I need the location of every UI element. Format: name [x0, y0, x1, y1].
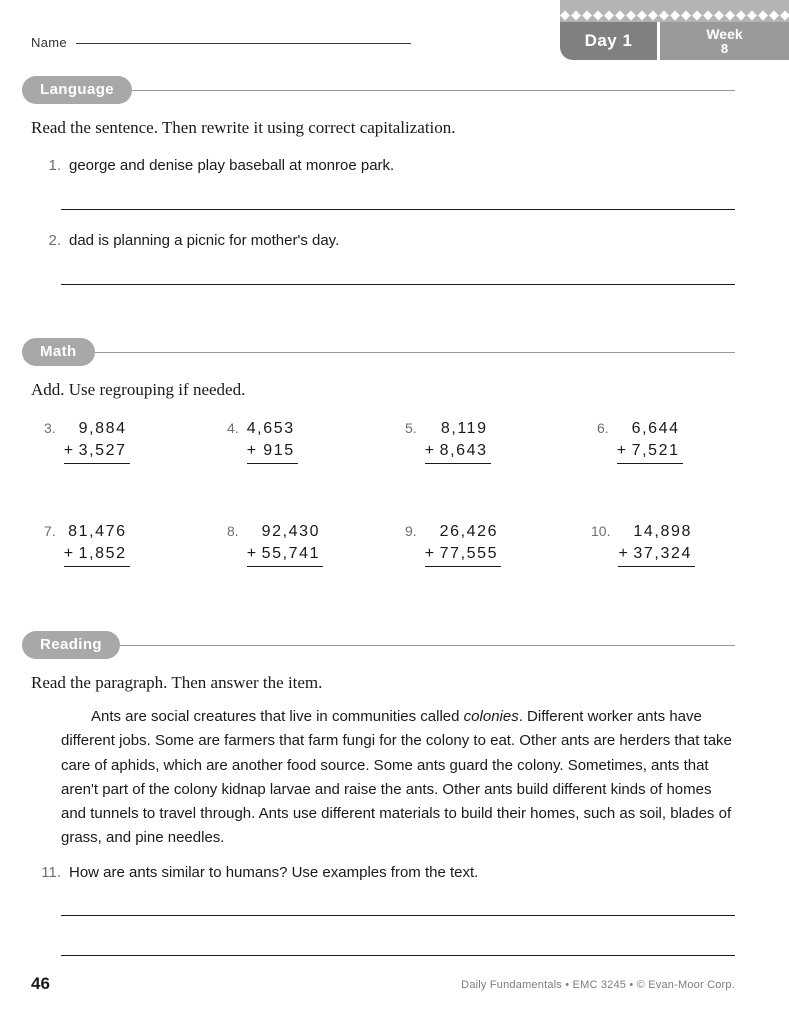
- math-bottom-row: [617, 440, 683, 464]
- reading-instruction: Read the paragraph. Then answer the item.: [31, 673, 323, 692]
- week-block: [660, 22, 789, 60]
- day-week-tab: [560, 0, 789, 64]
- section-rule-language: [132, 90, 735, 91]
- math-problem-6: [597, 418, 683, 464]
- section-rule-reading: [120, 645, 735, 646]
- tab-top-fill: [560, 0, 789, 9]
- item-number: 2.: [48, 232, 61, 249]
- math-bottom-addend: 37,324: [633, 545, 692, 563]
- section-rule-math: [95, 352, 735, 353]
- week-label: Week: [706, 26, 743, 42]
- math-number: 9.: [405, 523, 417, 539]
- math-top-addend: 92,430: [261, 523, 321, 540]
- section-title-math: Math: [22, 338, 95, 366]
- item-number: 11.: [41, 864, 61, 881]
- math-bottom-addend: 55,741: [261, 545, 321, 563]
- math-stack: [247, 521, 324, 567]
- name-label: Name: [31, 35, 67, 50]
- math-problem-5: [405, 418, 491, 464]
- math-bottom-row: [64, 440, 130, 464]
- math-top-addend: 9,884: [78, 420, 127, 437]
- math-stack: [247, 418, 298, 464]
- page-number: 46: [31, 974, 50, 993]
- reading-answer-line-2[interactable]: [61, 955, 735, 956]
- math-bottom-row: [247, 440, 298, 464]
- math-stack: [64, 418, 130, 464]
- paragraph-part-1: Ants are social creatures that live in communities called: [91, 708, 464, 725]
- item-number: 1.: [48, 157, 61, 174]
- section-header-language: [22, 76, 735, 104]
- math-operator: +: [618, 545, 630, 563]
- math-operator: +: [63, 545, 75, 563]
- language-instruction: Read the sentence. Then rewrite it using correct capitalization.: [31, 118, 456, 137]
- section-title-language: Language: [22, 76, 132, 104]
- math-bottom-addend: 915: [263, 442, 295, 460]
- day-label: Day 1: [560, 22, 657, 60]
- reading-answer-line-1[interactable]: [61, 915, 735, 916]
- math-bottom-addend: 8,643: [439, 442, 488, 460]
- math-stack: [425, 418, 491, 464]
- math-stack: [64, 521, 130, 567]
- name-field-row[interactable]: [31, 35, 411, 50]
- math-number: 7.: [44, 523, 56, 539]
- math-top-addend: 81,476: [68, 523, 127, 540]
- math-top-addend: 6,644: [631, 420, 680, 437]
- day-week-labels: [560, 22, 789, 60]
- math-problem-9: [405, 521, 501, 567]
- math-problem-4: [227, 418, 298, 464]
- math-stack: [618, 521, 695, 567]
- math-top-addend: 4,653: [246, 420, 295, 437]
- math-bottom-addend: 3,527: [78, 442, 127, 460]
- math-stack: [425, 521, 502, 567]
- name-input-line[interactable]: [76, 43, 411, 44]
- item-text: How are ants similar to humans? Use examples from the text.: [69, 864, 479, 881]
- math-operator: +: [424, 442, 436, 460]
- math-number: 3.: [44, 420, 56, 436]
- math-top-addend: 14,898: [633, 523, 692, 540]
- math-operator: +: [616, 442, 628, 460]
- language-answer-line-2[interactable]: [61, 284, 735, 285]
- math-bottom-row: [247, 543, 324, 567]
- math-operator: +: [424, 545, 436, 563]
- section-title-reading: Reading: [22, 631, 120, 659]
- paragraph-italic-term: colonies: [463, 708, 519, 725]
- paragraph-part-2: . Different worker ants have different jobs. Some are farmers that farm fungi for the colony to eat. Other ants are herders that take care of aphids, which are another food source. Some ants guard the colony. Sometimes, ants that aren't part of the colony kidnap larvae and raise the ants. Other ants build different kinds of homes and tunnels to travel through. Ants use different materials to build their homes, such as soil, blades of grass, and pine needles.: [61, 708, 732, 847]
- math-operator: +: [63, 442, 75, 460]
- section-header-reading: [22, 631, 735, 659]
- math-bottom-addend: 1,852: [78, 545, 127, 563]
- math-problem-10: [591, 521, 695, 567]
- section-header-math: [22, 338, 735, 366]
- math-problem-3: [44, 418, 130, 464]
- math-number: 10.: [591, 523, 611, 539]
- math-stack: [617, 418, 683, 464]
- math-instruction: Add. Use regrouping if needed.: [31, 380, 246, 399]
- math-top-addend: 26,426: [439, 523, 499, 540]
- reading-paragraph: [61, 705, 737, 851]
- math-bottom-row: [425, 440, 491, 464]
- math-bottom-row: [618, 543, 695, 567]
- reading-question-11: [31, 864, 478, 881]
- language-item-1: [31, 157, 394, 174]
- math-operator: +: [246, 545, 258, 563]
- math-number: 8.: [227, 523, 239, 539]
- item-text: dad is planning a picnic for mother's day.: [69, 232, 340, 249]
- diamond-pattern-band: [560, 9, 789, 22]
- math-problem-7: [44, 521, 130, 567]
- language-answer-line-1[interactable]: [61, 209, 735, 210]
- week-number: 8: [720, 41, 729, 56]
- item-text: george and denise play baseball at monroe park.: [69, 157, 395, 174]
- math-operator: +: [246, 442, 258, 460]
- math-number: 4.: [227, 420, 239, 436]
- math-bottom-row: [64, 543, 130, 567]
- math-bottom-addend: 7,521: [631, 442, 680, 460]
- math-problem-8: [227, 521, 323, 567]
- footer-credit: Daily Fundamentals • EMC 3245 • © Evan-Moor Corp.: [461, 979, 735, 991]
- math-bottom-row: [425, 543, 502, 567]
- math-bottom-addend: 77,555: [439, 545, 499, 563]
- math-number: 5.: [405, 420, 417, 436]
- math-number: 6.: [597, 420, 609, 436]
- language-item-2: [31, 232, 339, 249]
- math-top-addend: 8,119: [440, 420, 488, 437]
